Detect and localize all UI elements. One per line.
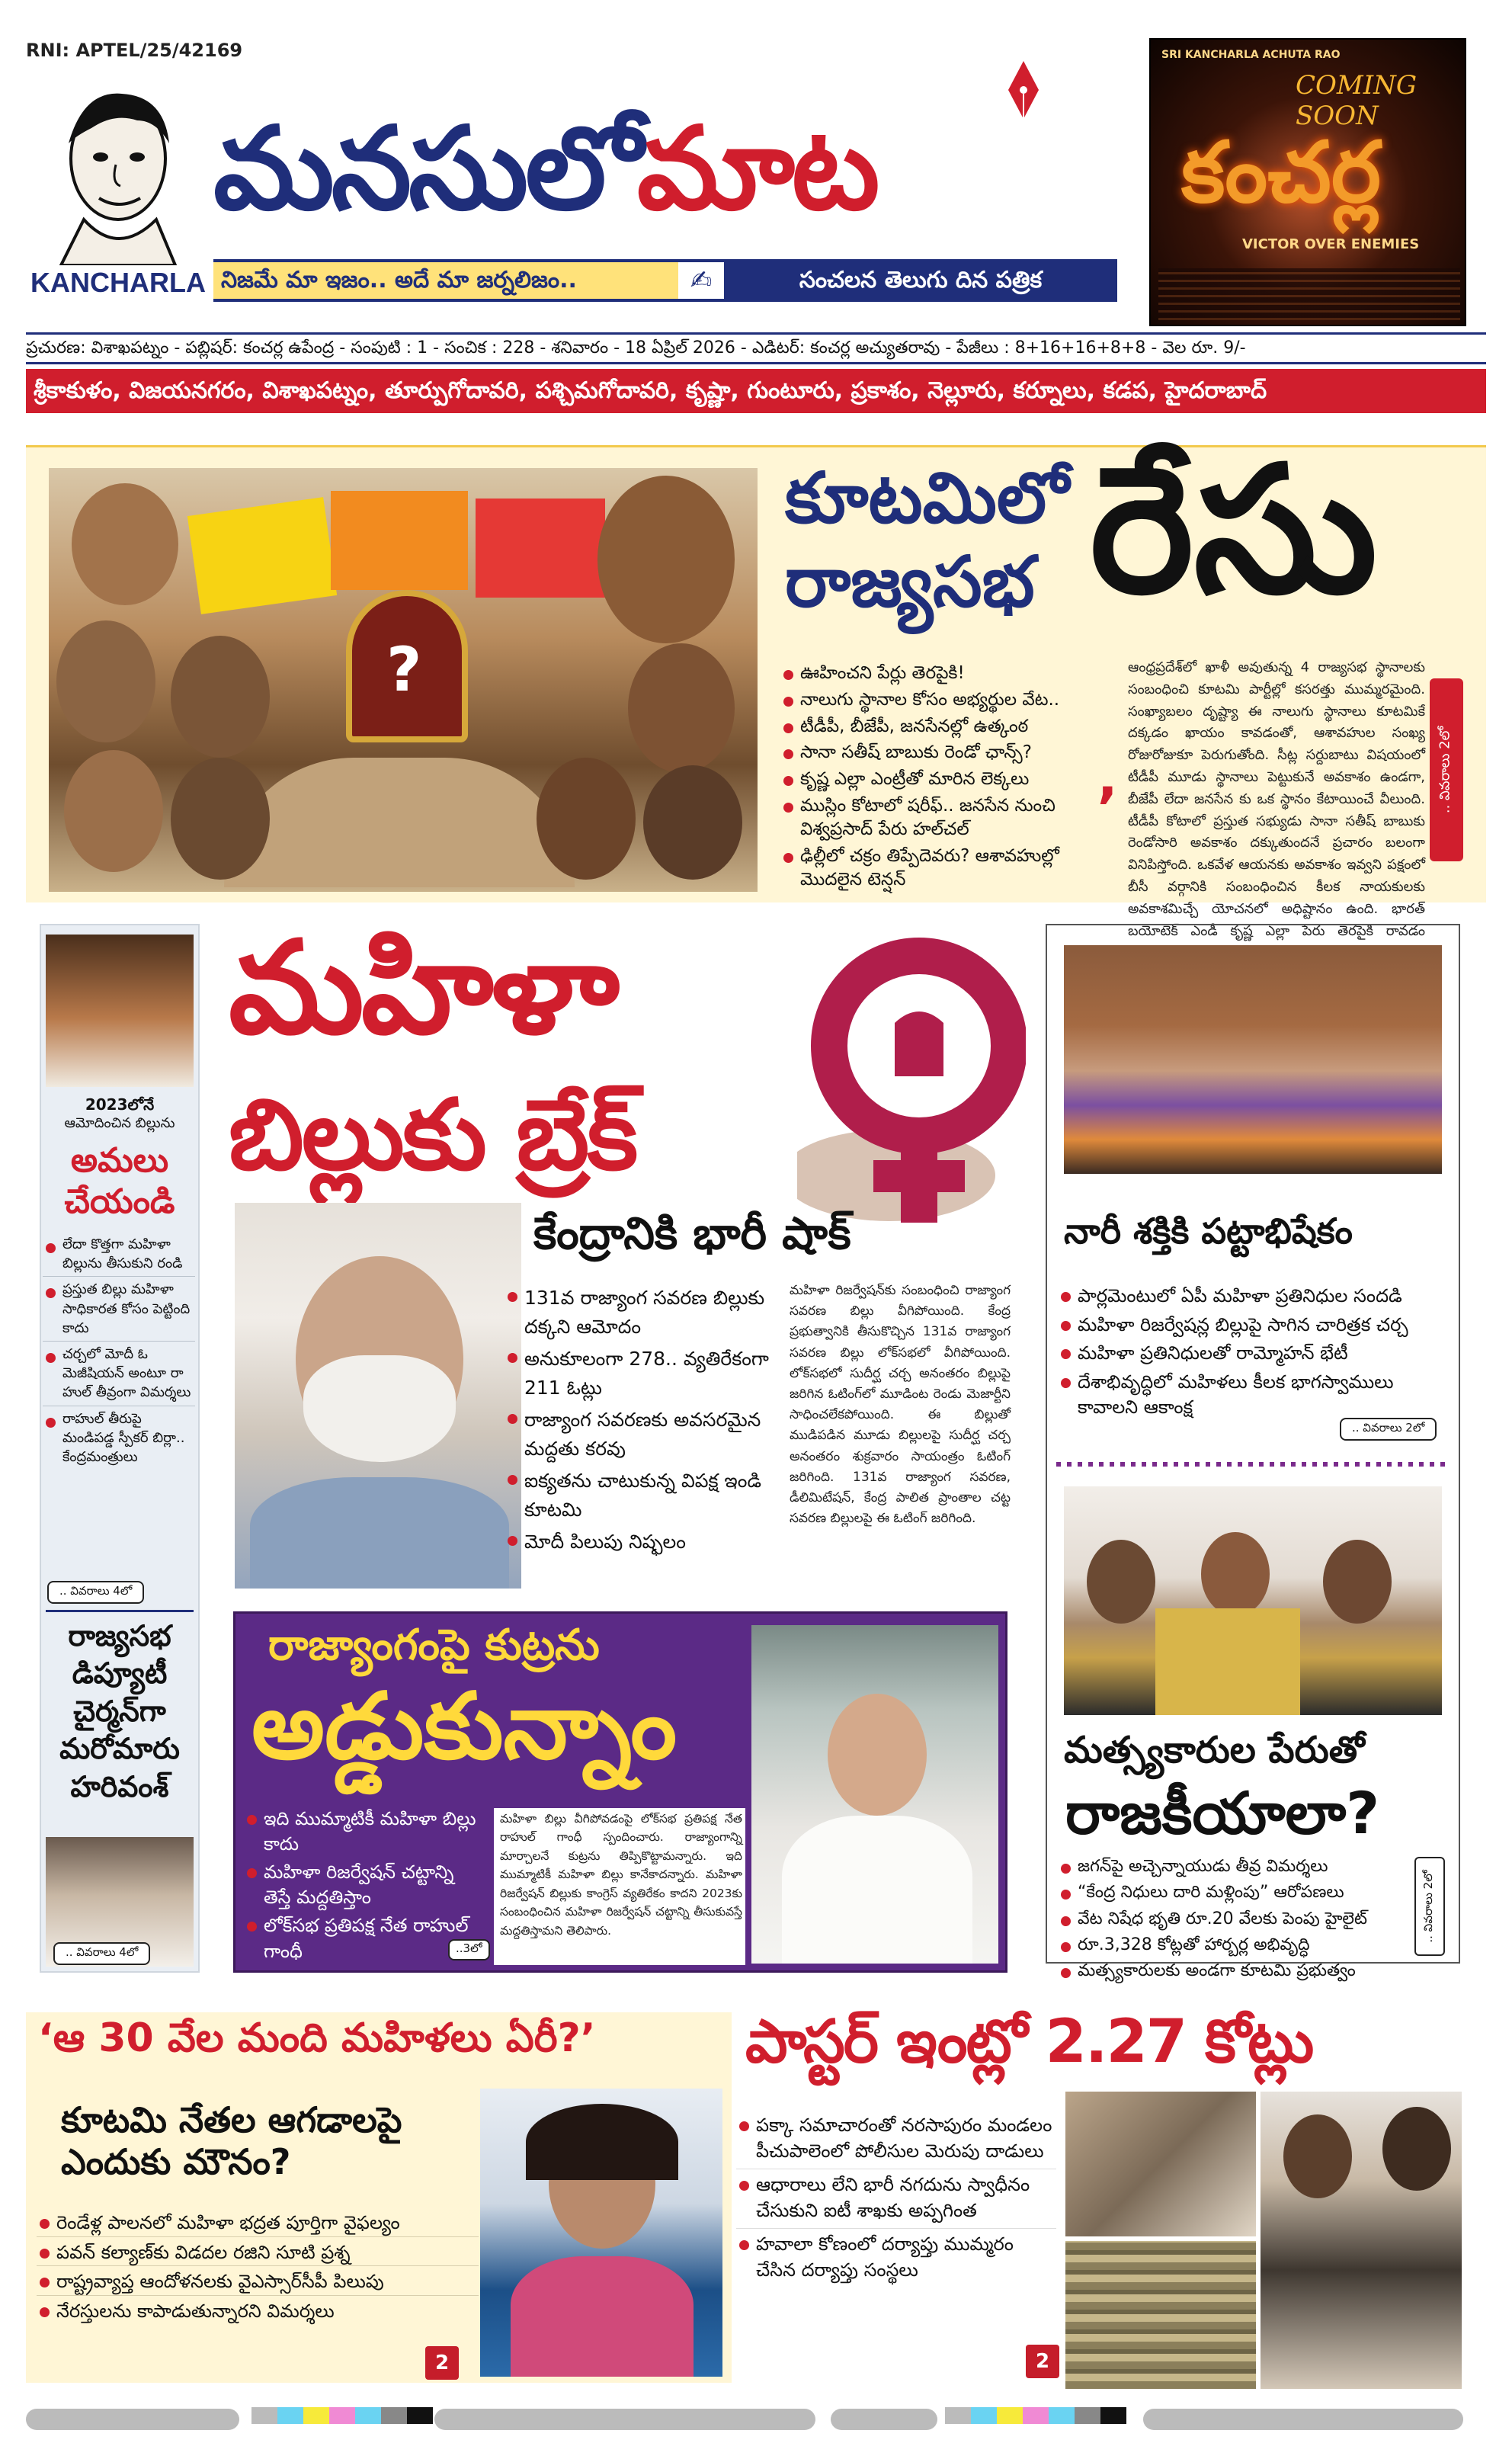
ad-credits	[1158, 268, 1460, 320]
list-item: మహిళా రిజర్వేషన్ల బిల్లుపై సాగిన చారిత్రక చర్చ	[1058, 1313, 1454, 1339]
lead-headline	[785, 429, 1471, 640]
leader-portrait	[64, 750, 163, 872]
speaker-photo	[46, 935, 194, 1087]
registration-pill	[26, 2409, 239, 2430]
list-item: “కేంద్ర నిధులు దారి మళ్లింపు” ఆరోపణలు	[1058, 1881, 1393, 1904]
women-sub: కేంద్రానికి భారీ షాక్	[533, 1207, 851, 1259]
nari-continued: .. వివరాలు 2లో	[1340, 1418, 1437, 1441]
page-badge: 2	[425, 2346, 459, 2380]
color-bar	[945, 2407, 1126, 2424]
women-symbol-icon	[797, 931, 1026, 1236]
leader-portrait	[171, 758, 270, 880]
list-item: పక్కా సమాచారంతో నరసాపురం మండలం పీచుపాలెంలో పోలీసుల మెరుపు దాడులు	[736, 2113, 1056, 2169]
tagline-right: సంచలన తెలుగు దిన పత్రిక	[724, 262, 1117, 299]
parliament-building	[224, 758, 575, 887]
registration-pill	[434, 2409, 815, 2430]
list-item: లోక్‌సభ ప్రతిపక్ష నేత రాహుల్ గాంధీ	[244, 1913, 480, 1964]
left-headline: అమలు చేయండి	[64, 1141, 175, 1221]
caricature-caption: KANCHARLA	[30, 267, 206, 298]
caricature-logo	[30, 67, 206, 296]
page-badge: 2	[1026, 2345, 1059, 2378]
list-item: ఐక్యతను చాటుకున్న విపక్ష ఇండి కూటమి	[505, 1467, 779, 1524]
list-item: పార్లమెంటులో ఏపీ మహిళా ప్రతినిధుల సందడి	[1058, 1284, 1454, 1310]
throne-icon: ?	[346, 590, 468, 742]
list-item: రెండేళ్ల పాలనలో మహిళా భద్రత పూర్తిగా వైఫల్యం	[37, 2211, 479, 2237]
women-headline-2: బిల్లుకు బ్రేక్	[229, 1079, 636, 1192]
left-bullets	[43, 1235, 195, 1470]
list-item: ఢిల్లీలో చక్రం తిప్పేదెవరు? ఆశావహుల్లో మొదలైన టెన్షన్	[780, 845, 1100, 892]
bjp-flag	[331, 491, 468, 590]
kicker-line-2: ఆమోదించిన బిల్లును	[64, 1115, 175, 1131]
list-item: లేదా కొత్తగా మహిళా బిల్లును తీసుకుని రండి	[43, 1235, 195, 1277]
list-item: మత్స్యకారులకు అండగా కూటమి ప్రభుత్వం	[1058, 1960, 1393, 1983]
list-item: జగన్‌పై అచ్చెన్నాయుడు తీవ్ర విమర్శలు	[1058, 1855, 1393, 1878]
nari-photo	[1064, 945, 1442, 1174]
lead-continued	[1430, 678, 1463, 861]
rajini-photo	[480, 2089, 722, 2377]
lead-headline-small-2: రాజ్యసభ	[785, 541, 1035, 623]
list-item: మహిళా రిజర్వేషన్ చట్టాన్ని తెస్తే మద్దతిస్తాం	[244, 1860, 480, 1910]
list-item: ఆధారాలు లేని భారీ నగదును స్వాధీనం చేసుకుని ఐటీ శాఖకు అప్పగింత	[736, 2172, 1056, 2229]
info-text: ప్రచురణ: విశాఖపట్నం - పబ్లిషర్: కంచర్ల ఉపేంద్ర - సంపుటి : 1 - సంచిక : 228 - శనివారం - 18 ఏప్రిల్ 2026 - ఎడిటర్: కంచర్ల అచ్యుతరావు - పేజీలు : 8+16+16+8+8 - వెల రూ. 9/-	[26, 338, 1246, 357]
leader-portrait	[643, 765, 742, 880]
masthead-title	[213, 103, 876, 248]
lead-headline-big: రేసు	[1090, 429, 1378, 633]
list-item: ముస్లిం కోటాలో షరీఫ్.. జనసేన నుంచి విశ్వప్రసాద్ పేరు హల్‌చల్	[780, 794, 1100, 842]
lead-bullets	[780, 662, 1100, 894]
leader-portrait	[56, 620, 155, 742]
title-part-2: మాట	[636, 103, 877, 236]
women-headline-1: మహిళా	[229, 913, 617, 1063]
lead-body: ఆంధ్రప్రదేశ్‌లో ఖాళీ అవుతున్న 4 రాజ్యసభ స్థానాలకు సంబంధించి కూటమి పార్టీల్లో కసరత్తు ముమ్మరమైంది. సంఖ్యాబలం దృష్ట్యా ఈ నాలుగు స్థానాలు కూటమికే దక్కడం ఖాయం కావడంతో, ఆశావహుల సంఖ్య రోజురోజుకూ పెరుగుతోంది. సీట్ల సర్దుబాటు విషయంలో టీడీపీ మూడు స్థానాలు పెట్టుకునే అవకాశం ఉండగా, బీజేపీ లేదా జనసేన కు ఒక స్థానం కేటాయించే వీలుంది. టీడీపీ కోటాలో ప్రస్తుత సభ్యుడు సానా సతీష్ బాబుకు రెండోసారి అవకాశం దక్కుతుందనే ప్రచారం బలంగా వినిపిస్తోంది. ఒకవేళ ఆయనకు అవకాశం ఇవ్వని పక్షంలో బీసీ వర్గానికి సంబంధించిన కీలక నాయకులకు అవకాశమిచ్చే యోచనలో అధిష్టానం ఉంది. భారత్ బయోటెక్ ఎండీ కృష్ణ ఎల్లా పేరు తెరపైకి రావడం	[1128, 659, 1425, 939]
left-kicker	[46, 1095, 194, 1132]
left-continued: .. వివరాలు 4లో	[47, 1581, 144, 1604]
list-item: ఇది ముమ్మాటికీ మహిళా బిల్లు కాదు	[244, 1807, 480, 1857]
fishermen-continued	[1414, 1857, 1445, 1956]
ad-title: కంచర్ల	[1181, 123, 1382, 221]
district-list: శ్రీకాకుళం, విజయనగరం, విశాఖపట్నం, తూర్పుగోదావరి, పశ్చిమగోదావరి, కృష్ణా, గుంటూరు, ప్రకాశం, నెల్లూరు, కర్నూలు, కడప, హైదరాబాద్	[34, 377, 1267, 404]
rahul-bullets	[244, 1807, 480, 1967]
list-item: అనుకూలంగా 278.. వ్యతిరేకంగా 211 ఓట్లు	[505, 1345, 779, 1403]
bottom-right-headline: పాస్టర్ ఇంట్లో 2.27 కోట్లు	[745, 2008, 1313, 2076]
pen-nib-icon	[1004, 59, 1043, 120]
lead-photo-collage	[49, 468, 758, 892]
list-item: మహిళా ప్రతినిధులతో రామ్మోహన్ భేటీ	[1058, 1341, 1454, 1367]
leader-portrait	[628, 643, 735, 773]
registration-pill	[831, 2409, 937, 2430]
bottom-right-bullets	[736, 2113, 1056, 2287]
title-part-1: మనసులో	[213, 103, 637, 236]
nari-headline: నారీ శక్తికి పట్టాభిషేకం	[1064, 1210, 1353, 1252]
leader-portrait	[597, 476, 735, 643]
women-bullets	[505, 1284, 779, 1560]
ad-coming-soon: COMING SOON	[1296, 70, 1418, 131]
fishermen-bullets	[1058, 1855, 1393, 1986]
women-body: మహిళా రిజర్వేషన్‌కు సంబంధించి రాజ్యాంగ సవరణ బిల్లు వీగిపోయింది. కేంద్ర ప్రభుత్వానికి తీసుకొచ్చిన 131వ రాజ్యాంగ సవరణ బిల్లు లోక్‌సభలో వీగిపోయింది. లోక్‌సభలో సుదీర్ఘ చర్చ అనంతరం బిల్లుపై జరిగిన ఓటింగ్‌లో మూడింట రెండు మెజార్టీని సాధించలేకపోయింది. ఈ బిల్లుతో ముడిపడిన మూడు బిల్లులపై సుదీర్ఘ చర్చ అనంతరం శుక్రవారం సాయంత్రం ఓటింగ్ జరిగింది. 131వ రాజ్యాంగ సవరణ, డీలిమిటేషన్, కేంద్ర పాలిత ప్రాంతాల చట్ట సవరణ బిల్లులపై ఈ ఓటింగ్ జరిగింది.	[790, 1283, 1011, 1527]
list-item: ఊహించని పేర్లు తెరపైకి!	[780, 662, 1100, 685]
list-item: రూ.3,328 కోట్లతో హార్బర్ల అభివృద్ధి	[1058, 1934, 1393, 1957]
janasena-flag	[476, 499, 605, 598]
nari-bullets	[1058, 1284, 1454, 1424]
tdp-flag	[187, 497, 337, 614]
registration-pill	[1143, 2409, 1463, 2430]
pen-hand-icon: ✍	[678, 262, 724, 299]
leader-portrait	[72, 483, 178, 605]
ad-presents: SRI KANCHARLA ACHUTA RAO	[1161, 49, 1341, 61]
rni-number: RNI: APTEL/25/42169	[26, 40, 243, 61]
list-item: రాహుల్ తీరుపై మండిపడ్డ స్పీకర్ బిర్లా.. కేంద్రమంత్రులు	[43, 1409, 195, 1467]
list-item: దేశాభివృద్ధిలో మహిళలు కీలక భాగస్వాములు కావాలని ఆకాంక్ష	[1058, 1370, 1454, 1421]
ad-subtitle: VICTOR OVER ENEMIES	[1242, 236, 1420, 252]
info-bar	[26, 332, 1486, 364]
list-item: హవాలా కోణంలో దర్యాప్తు ముమ్మరం చేసిన దర్యాప్తు సంస్థలు	[736, 2232, 1056, 2283]
fishermen-headline-1: మత్స్యకారుల పేరుతో	[1064, 1729, 1365, 1771]
list-item: నాలుగు స్థానాల కోసం అభ్యర్థుల వేట..	[780, 688, 1100, 712]
deputy-headline: రాజ్యసభ డిప్యూటీ చైర్మన్‌గా మరోమారు హరివంశ్	[59, 1619, 180, 1803]
list-item: పవన్ కల్యాణ్‌కు విడదల రజిని సూటి ప్రశ్న	[37, 2240, 479, 2267]
dotted-divider	[1056, 1462, 1450, 1467]
fishermen-photo	[1064, 1486, 1442, 1715]
continued-label: .. వివరాలు 2లో	[1437, 726, 1453, 814]
lead-headline-small-1: కూటమిలో	[785, 457, 1069, 539]
list-item: 131వ రాజ్యాంగ సవరణ బిల్లుకు దక్కని ఆమోదం	[505, 1284, 779, 1342]
list-item: టీడీపీ, బీజేపీ, జనసేనల్లో ఉత్కంఠ	[780, 715, 1100, 739]
quote-mark-icon: ,	[1097, 747, 1118, 810]
bottom-left-bullets	[37, 2211, 479, 2327]
leader-portrait	[171, 636, 270, 758]
rahul-body: మహిళా బిల్లు వీగిపోవడంపై లోక్‌సభ ప్రతిపక్ష నేత రాహుల్ గాంధీ స్పందించారు. రాజ్యాంగాన్ని మార్చాలనే కుట్రను తిప్పికొట్టామన్నారు. ఇది ముమ్మాటికీ మహిళా బిల్లు కానేకాదన్నారు. మహిళా రిజర్వేషన్ బిల్లుకు కాంగ్రెస్ వ్యతిరేకం కాదని 2023కు సంబంధించిన మహిళా రిజర్వేషన్ చట్టాన్ని తీసుకువస్తే మద్దతిస్తామని తెలిపారు.	[500, 1812, 742, 1938]
list-item: సానా సతీష్ బాబుకు రెండో ఛాన్స్?	[780, 741, 1100, 765]
list-item: వేట నిషేధ భృతి రూ.20 వేలకు పెంపు హైలైట్	[1058, 1908, 1393, 1931]
rahul-headline-1: రాజ్యాంగంపై కుట్రను	[268, 1621, 600, 1670]
list-item: ప్రస్తుత బిల్లు మహిళా సాధికారత కోసం పెట్టింది కాదు	[43, 1280, 195, 1342]
cash-seizure-photo	[1065, 2092, 1462, 2389]
list-item: రాజ్యాంగ సవరణకు అవసరమైన మద్దతు కరవు	[505, 1406, 779, 1464]
list-item: చర్చలో మోదీ ఓ మెజీషియన్ అంటూ రా హుల్ తీవ్రంగా విమర్శలు	[43, 1345, 195, 1406]
continued-label: .. వివరాలు 2లో	[1421, 1870, 1435, 1943]
list-item: కృష్ణ ఎల్లా ఎంట్రీతో మారిన లెక్కలు	[780, 768, 1100, 791]
tagline-bar	[213, 259, 1117, 302]
modi-photo	[235, 1203, 521, 1589]
list-item: మోదీ పిలుపు నిష్ఫలం	[505, 1528, 779, 1557]
left-divider	[46, 1610, 194, 1612]
tagline-left: నిజమే మా ఇజం.. అదే మా జర్నలిజం..	[213, 262, 678, 299]
rahul-continued: ..3లో	[448, 1939, 490, 1960]
color-bar	[251, 2407, 433, 2424]
kicker-line-1: 2023లోనే	[85, 1095, 155, 1114]
movie-ad	[1149, 38, 1466, 326]
leader-portrait	[537, 758, 636, 880]
district-bar	[26, 369, 1486, 413]
rahul-photo	[751, 1625, 998, 1964]
list-item: రాష్ట్రవ్యాప్త ఆందోళనలకు వైఎస్సార్‌సీపీ పిలుపు	[37, 2269, 479, 2296]
rahul-headline-2: అడ్డుకున్నాం	[251, 1674, 678, 1780]
bottom-left-headline: ‘ఆ 30 వేల మంది మహిళలు ఏరీ?’	[38, 2015, 596, 2061]
deputy-continued: .. వివరాలు 4లో	[53, 1942, 150, 1965]
fishermen-headline-2: రాజకీయాలా?	[1065, 1779, 1380, 1847]
list-item: నేరస్తులను కాపాడుతున్నారని విమర్శలు	[37, 2299, 479, 2325]
bottom-left-sub: కూటమి నేతల ఆగడాలపై ఎందుకు మౌనం?	[61, 2099, 402, 2183]
